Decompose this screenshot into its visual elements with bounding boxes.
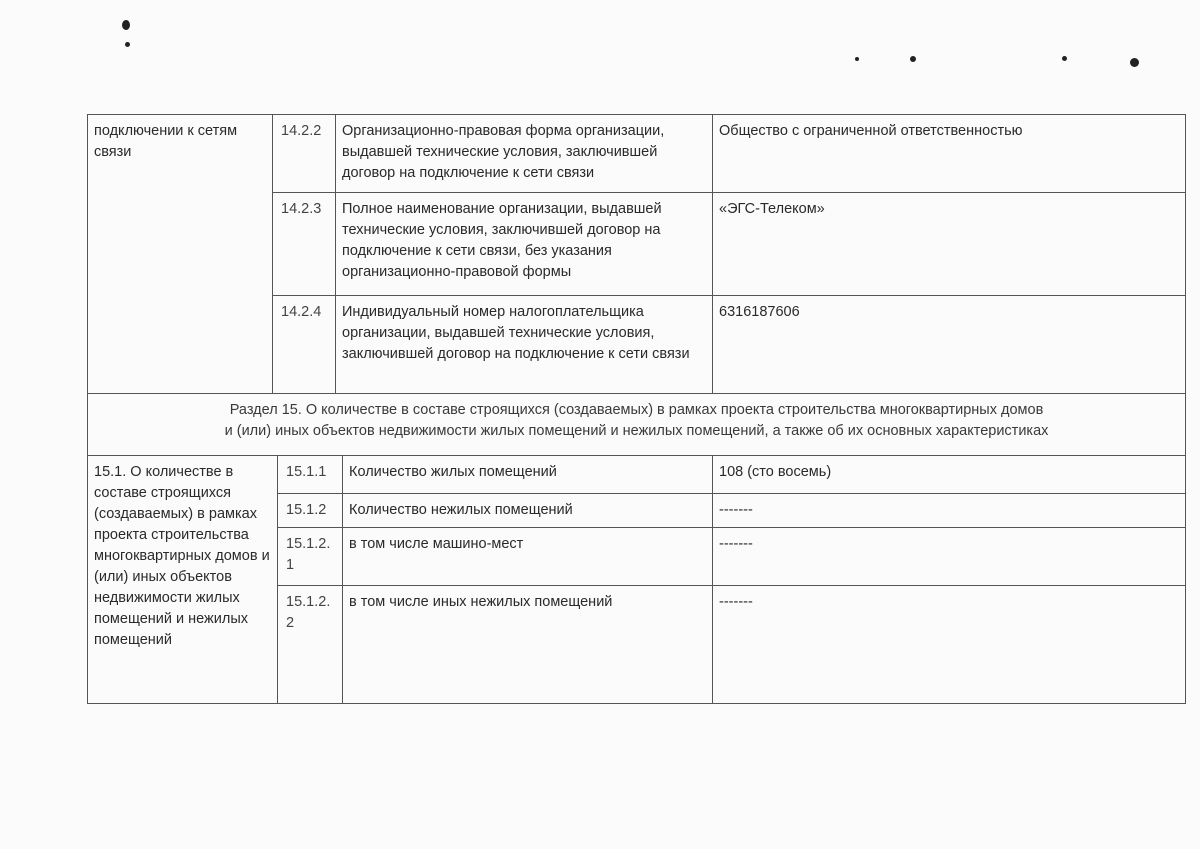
scan-speck [855,57,859,61]
scan-speck [910,56,916,62]
row-label: Полное наименование организации, выдавшей технические условия, заключившей договор на подключение к сети связи, без указания организационно-правовой формы [336,193,713,296]
scan-speck [122,20,130,30]
table-row [88,115,1186,193]
group-label: 15.1. О количестве в составе строящихся (создаваемых) в рамках проекта строительства многоквартирных домов и (или) иных объектов недвижимости жилых помещений и нежилых помещений [88,456,278,704]
row-value: 6316187606 [713,296,1186,394]
group-label: подключении к сетям связи [88,115,273,394]
row-number: 15.1.2.2 [278,586,343,704]
row-value: ------- [713,586,1186,704]
upper-table [87,114,1186,394]
row-value: 108 (сто восемь) [713,456,1186,494]
row-value: ------- [713,494,1186,528]
row-label: в том числе машино-мест [343,528,713,586]
scan-speck [1130,58,1139,67]
scan-speck [125,42,130,47]
row-value: Общество с ограниченной ответственностью [713,115,1186,193]
row-label: в том числе иных нежилых помещений [343,586,713,704]
row-label: Количество жилых помещений [343,456,713,494]
section-title [88,394,1186,456]
row-number: 14.2.2 [273,115,336,193]
section-header-row [88,394,1186,456]
row-number: 15.1.2 [278,494,343,528]
row-label: Индивидуальный номер налогоплательщика организации, выдавшей технические условия, заключившей договор на подключение к сети связи [336,296,713,394]
section-title-line-1: Раздел 15. О количестве в составе строящихся (создаваемых) в рамках проекта строительства многоквартирных домов [229,402,1044,418]
row-number: 15.1.2.1 [278,528,343,586]
scan-speck [1062,56,1067,61]
row-label: Количество нежилых помещений [343,494,713,528]
row-number: 14.2.3 [273,193,336,296]
row-value: «ЭГС-Телеком» [713,193,1186,296]
row-label: Организационно-правовая форма организации, выдавшей технические условия, заключившей договор на подключение к сети связи [336,115,713,193]
row-number: 15.1.1 [278,456,343,494]
row-number: 14.2.4 [273,296,336,394]
row-value: ------- [713,528,1186,586]
table-row [88,456,1186,494]
section-15-table [87,393,1186,704]
section-title-line-2: и (или) иных объектов недвижимости жилых помещений и нежилых помещений, а также об их основных характеристиках [224,423,1049,439]
